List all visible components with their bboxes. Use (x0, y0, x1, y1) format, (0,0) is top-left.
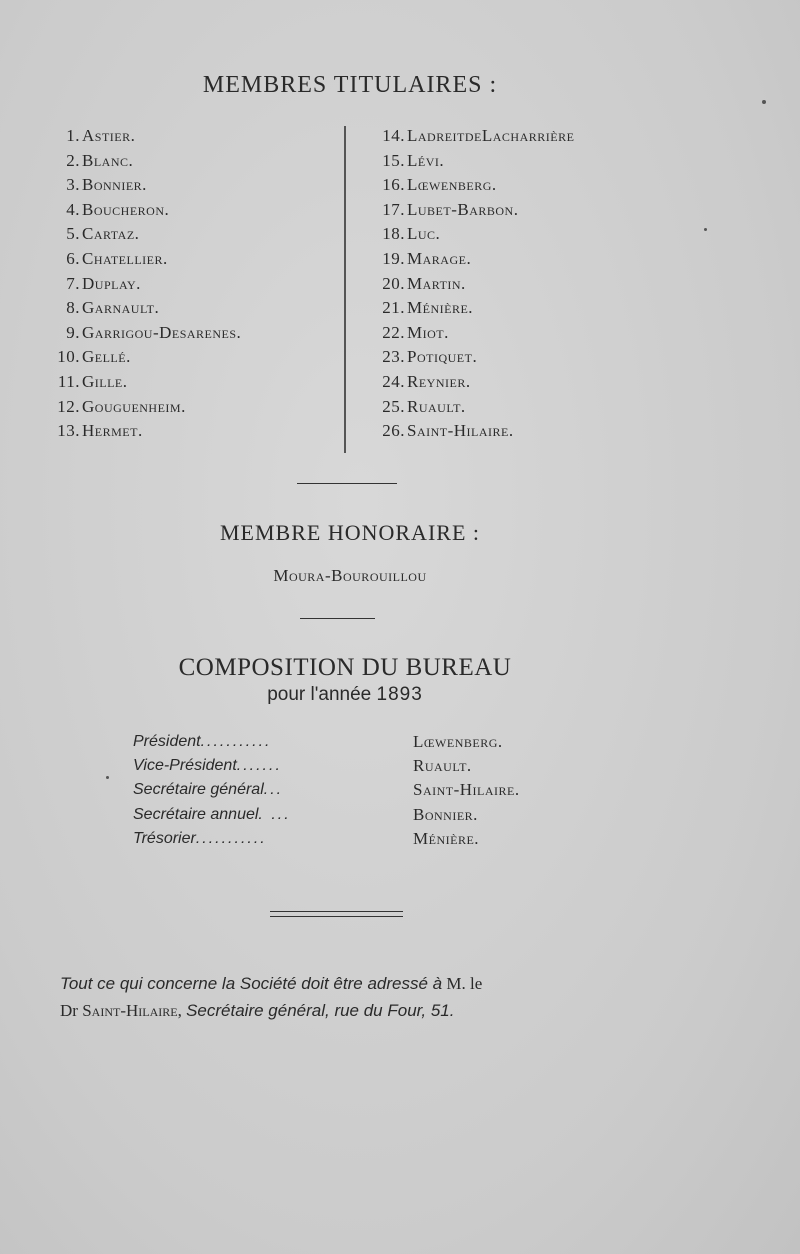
member-number: 21. (382, 298, 405, 318)
member-number: 7. (66, 273, 80, 293)
footer-text-2: M. le (446, 974, 483, 993)
paper-speck (106, 776, 109, 779)
bureau-role: Trésorier (133, 829, 196, 847)
membres-titulaires-heading: MEMBRES TITULAIRES : (202, 72, 498, 98)
member-number: 8. (66, 298, 80, 318)
member-number: 26. (382, 421, 405, 441)
member-row (365, 395, 574, 420)
bureau-role: Président (133, 733, 201, 750)
titulaires-right-column (365, 124, 574, 444)
bureau-role-row (133, 730, 291, 754)
titulaires-left-column (50, 124, 241, 444)
bureau-year: 1893 (376, 684, 423, 705)
member-name: Boucheron. (82, 199, 170, 219)
member-number: 10. (57, 347, 80, 367)
member-name: Chatellier. (82, 248, 168, 268)
leader-dots: . ... (258, 805, 291, 823)
member-name: Astier. (82, 126, 136, 145)
member-name: LadreitdeLacharrière (407, 126, 575, 145)
member-name: Ruault. (407, 396, 466, 416)
leader-dots: ........... (200, 733, 272, 750)
bureau-role-row (133, 754, 291, 778)
bureau-heading: COMPOSITION DU BUREAU (178, 654, 512, 681)
member-row (50, 198, 241, 223)
member-name: Garnault. (82, 298, 160, 318)
leader-dots: ........... (195, 829, 267, 847)
double-rule-bottom (270, 916, 403, 917)
column-divider (344, 126, 346, 453)
member-row (365, 272, 574, 297)
member-row (50, 124, 241, 149)
member-name: Lœwenberg. (407, 175, 497, 195)
member-number: 20. (382, 273, 405, 293)
bureau-officer-name: Ménière. (413, 828, 480, 848)
member-name: Bonnier. (82, 175, 147, 195)
paper-speck (762, 100, 766, 104)
bureau-officer-name: Bonnier. (413, 804, 478, 824)
member-row (50, 296, 241, 321)
bureau-names-column (413, 730, 520, 851)
bureau-role: Vice-Président (133, 757, 237, 775)
member-number: 11. (57, 371, 80, 391)
member-number: 9. (66, 322, 80, 342)
membre-honoraire-heading: MEMBRE HONORAIRE : (219, 520, 480, 545)
member-number: 6. (66, 248, 80, 268)
member-row (50, 222, 241, 247)
member-number: 12. (57, 396, 80, 416)
bureau-role-row (133, 778, 291, 802)
member-number: 18. (382, 224, 405, 244)
member-name: Gille. (82, 371, 128, 391)
member-number: 16. (382, 175, 405, 195)
member-name: Duplay. (82, 273, 141, 293)
member-row (50, 419, 241, 444)
member-number: 22. (382, 322, 405, 342)
member-name: Cartaz. (82, 224, 140, 244)
member-row (50, 321, 241, 346)
member-number: 19. (382, 248, 405, 268)
member-number: 13. (57, 421, 80, 441)
paper-speck (704, 228, 707, 231)
member-number: 4. (66, 199, 80, 219)
bureau-role-row (133, 827, 291, 851)
bureau-role: Secrétaire général (133, 781, 264, 799)
member-name: Potiquet. (407, 347, 478, 367)
member-row (365, 345, 574, 370)
member-number: 17. (382, 199, 405, 219)
member-row (50, 149, 241, 174)
member-name: Hermet. (82, 421, 143, 441)
member-row (50, 173, 241, 198)
bureau-subheading-text: pour l'année (267, 684, 372, 705)
member-name: Ménière. (407, 298, 474, 318)
double-rule-top (270, 911, 403, 912)
section-divider (300, 618, 375, 619)
bureau-roles-column (133, 730, 291, 851)
footer-name: Saint-Hilaire, (82, 1001, 182, 1020)
leader-dots: ....... (236, 757, 282, 775)
member-name: Gellé. (82, 347, 131, 367)
leader-dots: ... (263, 781, 284, 799)
member-number: 24. (382, 371, 405, 391)
member-name: Saint-Hilaire. (407, 421, 514, 441)
footer-text-1: Tout ce qui concerne la Société doit être adressé à (60, 974, 443, 993)
member-number: 2. (66, 150, 80, 170)
member-number: 25. (382, 396, 405, 416)
member-row (365, 296, 574, 321)
member-name: Martin. (407, 273, 466, 293)
member-row (50, 345, 241, 370)
member-row (50, 272, 241, 297)
member-name: Lubet-Barbon. (407, 199, 519, 219)
section-divider (297, 483, 397, 484)
bureau-role: Secrétaire annuel (133, 805, 259, 823)
member-row (50, 395, 241, 420)
footer-note (60, 970, 660, 1024)
member-row (365, 173, 574, 198)
footer-text-3: Secrétaire général, rue du Four, 51. (186, 1001, 455, 1020)
bureau-role-row (133, 803, 291, 827)
member-row (365, 149, 574, 174)
bureau-officer-name: Saint-Hilaire. (413, 780, 520, 800)
member-name: Gouguenheim. (82, 396, 186, 416)
member-row (365, 198, 574, 223)
member-number: 14. (382, 126, 405, 145)
member-number: 1. (66, 126, 80, 145)
member-row (365, 124, 574, 149)
member-name: Luc. (407, 224, 441, 244)
member-row (365, 247, 574, 272)
bureau-subheading (0, 684, 690, 706)
member-name: Marage. (407, 248, 472, 268)
member-name: Garrigou-Desarenes. (82, 322, 242, 342)
member-name: Miot. (407, 322, 449, 342)
member-number: 3. (66, 175, 80, 195)
member-row (365, 419, 574, 444)
bureau-officer-name: Lœwenberg. (413, 732, 503, 751)
member-name: Reynier. (407, 371, 471, 391)
member-number: 5. (66, 224, 80, 244)
member-row (365, 222, 574, 247)
member-row (365, 370, 574, 395)
member-name: Blanc. (82, 150, 134, 170)
member-row (50, 370, 241, 395)
member-number: 23. (382, 347, 405, 367)
member-row (50, 247, 241, 272)
member-row (365, 321, 574, 346)
honoraire-member-name: Moura-Bourouillou (273, 566, 427, 585)
footer-dr: Dr (60, 1001, 78, 1020)
member-name: Lévi. (407, 150, 445, 170)
member-number: 15. (382, 150, 405, 170)
bureau-officer-name: Ruault. (413, 756, 472, 776)
